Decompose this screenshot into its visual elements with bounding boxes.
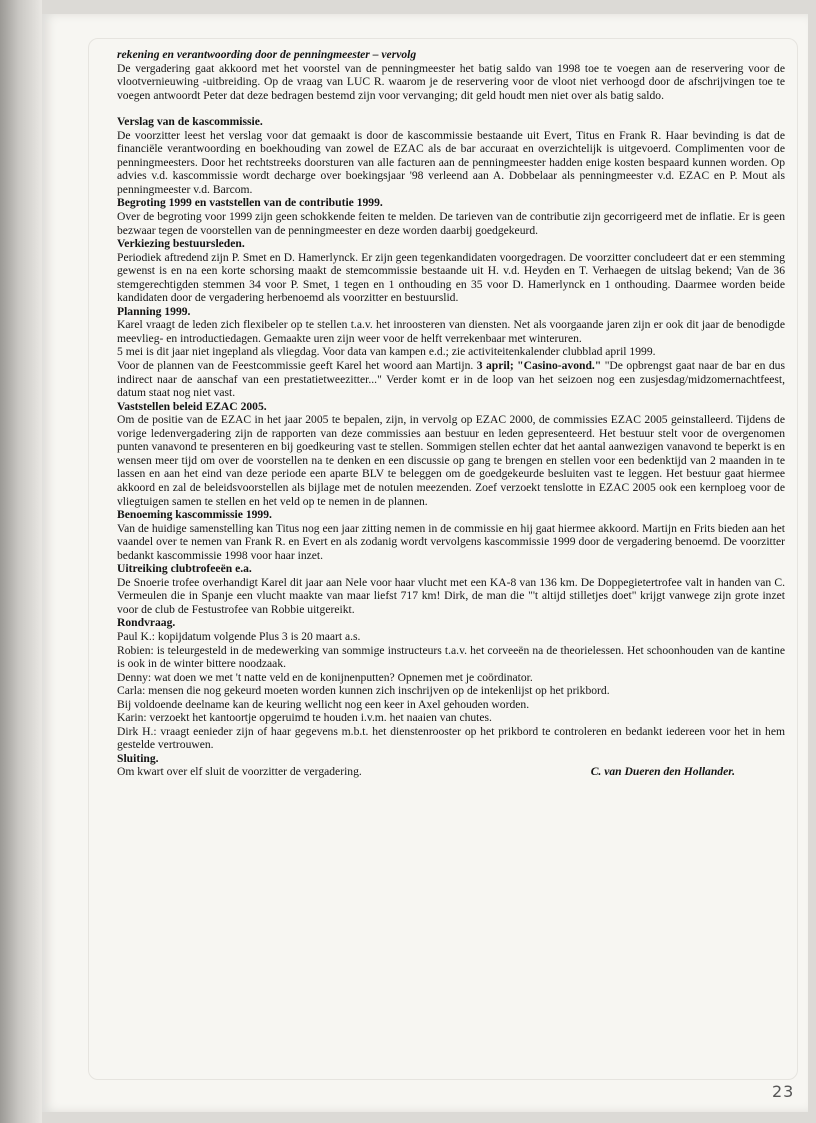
section-body: Over de begroting voor 1999 zijn geen schokkende feiten te melden. De tarieven van de contributie zijn gecorrigeerd met de inflatie. Er is geen bezwaar tegen de voorstellen van de penningmeester en deze worden daarbij goedgekeurd.	[117, 210, 785, 237]
section-heading: Planning 1999.	[117, 304, 191, 318]
section-heading: Verkiezing bestuursleden.	[117, 237, 245, 251]
section-body: Om kwart over elf sluit de voorzitter de vergadering.	[117, 765, 362, 779]
rondvraag-line: Karin: verzoekt het kantoortje opgeruimd te houden i.v.m. het naaien van chutes.	[117, 711, 492, 725]
section-body: Periodiek aftredend zijn P. Smet en D. Hamerlynck. Er zijn geen tegenkandidaten voorgedragen. De voorzitter concludeert dat er een stemming gewenst is en na een korte schorsing maakt de stemcommissie bestaande uit H. v.d. Heyden en T. Verhaegen de uitslag bekend; Van de 36 stemgerechtigden stemmen 34 voor P. Smet, 1 tegen en 1 onthouding en 35 voor D. Hamerlynck en 1 onthouding. Daarmee worden beide kandidaten door de vergadering herbenoemd als voorzitter en bestuurslid.	[117, 250, 785, 305]
rondvraag-line: Paul K.: kopijdatum volgende Plus 3 is 20 maart a.s.	[117, 629, 361, 643]
rondvraag-line: Robien: is teleurgesteld in de medewerking van sommige instructeurs t.a.v. het corveeën na de theorielessen. Het schoonhouden van de kantine is ook in de winter bittere noodzaak.	[117, 643, 785, 671]
closing-row	[117, 765, 785, 779]
text-run: Voor de plannen van de Feestcommissie geeft Karel het woord aan Martijn.	[117, 359, 474, 373]
section-body: Van de huidige samenstelling kan Titus nog een jaar zitting nemen in de commissie en hij gaat hiermee akkoord. Martijn en Frits bieden aan het vaandel over te nemen van Frank R. en Evert en als zodanig wordt vervolgens kascommissie 1999 door de vergadering benoemd. De voorzitter bedankt kascommissie 1998 voor haar inzet.	[117, 521, 785, 562]
event-name: 3 april; "Casino-avond."	[476, 359, 602, 373]
text-run: "De opbrengst gaat naar de bar en dus indirect naar de aanschaf van een prestatietweezitter..." Verder komt er in de loop van het seizoen nog een zusjesdag/midzomernachtfeest, datum staat nog niet vast.	[117, 359, 785, 400]
section-heading: rekening en verantwoording door de penningmeester – vervolg	[117, 48, 417, 61]
page-number: 23	[772, 1082, 795, 1101]
rondvraag-line: Denny: wat doen we met 't natte veld en de konijnenputten? Opnemen met je coördinator.	[117, 670, 533, 684]
minutes-text	[117, 48, 785, 779]
rondvraag-line: Dirk H.: vraagt eenieder zijn of haar gegevens m.b.t. het dienstenrooster op het prikbord te controleren en bedankt iedereen voor het in hem gestelde vertrouwen.	[117, 724, 785, 752]
section-heading: Vaststellen beleid EZAC 2005.	[117, 399, 267, 413]
section-heading: Sluiting.	[117, 751, 159, 765]
section-heading: Uitreiking clubtrofeeën e.a.	[117, 562, 252, 576]
binding-fold	[0, 0, 42, 1123]
section-heading: Verslag van de kascommissie.	[117, 115, 263, 129]
section-body: De voorzitter leest het verslag voor dat gemaakt is door de kascommissie bestaande uit Evert, Titus en Frank R. Haar bevinding is dat de financiële verantwoording en boekhouding van zowel de EZAC als de bar accuraat en overzichtelijk is uitgevoerd. Complimenten voor de penningmeesters. Door het rechtstreeks doorsturen van alle facturen aan de penningmeester hadden enige kosten bespaard kunnen worden. Op advies v.d. kascommissie wordt decharge over boekingsjaar '98 verleend aan A. Dobbelaar als penningmeester v.d. EZAC en P. Mout als penningmeester v.d. Barcom.	[117, 128, 785, 196]
signature: C. van Dueren den Hollander.	[590, 765, 735, 779]
section-body: De Snoerie trofee overhandigt Karel dit jaar aan Nele voor haar vlucht met een KA-8 van 136 km. De Doppegietertrofee valt in handen van C. Vermeulen die in Spanje een vlucht maakte van maar liefst 717 km! Dirk, de man die "'t altijd stilletjes doet" krijgt vanwege zijn grote inzet voor de club de Festustrofee van Robbie uitgereikt.	[117, 575, 785, 616]
rondvraag-line: Bij voldoende deelname kan de keuring wellicht nog een keer in Axel gehouden worden.	[117, 697, 530, 711]
section-body: 5 mei is dit jaar niet ingepland als vliegdag. Voor data van kampen e.d.; zie activiteitenkalender clubblad april 1999.	[117, 345, 656, 359]
section-body: Om de positie van de EZAC in het jaar 2005 te bepalen, zijn, in vervolg op EZAC 2000, de commissies EZAC 2005 geinstalleerd. Tijdens de vorige ledenvergadering zijn de rapporten van deze commissies aan bestuur en leden gepresenteerd. Het bestuur stelt voor de overgenomen punten vanavond te presenteren en bij goedkeuring vast te stellen. Sommigen stellen echter dat het aantal aanwezigen vanavond te beperkt is en wensen meer tijd om over de voorstellen na te denken en een discussie op gang te brengen en stellen voor een bedenktijd van 2 maanden in te lassen en aan het eind van deze periode een aparte BLV te beleggen om de goedgekeurde besluiten vast te leggen. Het bestuur gaat hiermee akkoord en zal de beleidsvoorstellen als bijlage met de notulen meezenden. Zoef verzoekt tenslotte in EZAC 2005 ook een kernploeg voor de vliegtuigen samen te stellen en het veld op te nemen in de plannen.	[117, 413, 785, 508]
section-body: De vergadering gaat akkoord met het voorstel van de penningmeester het batig saldo van 1998 toe te voegen aan de reservering voor de vlootvernieuwing -uitbreiding. Op de vraag van LUC R. waarom je de reservering voor de vloot niet verhoogd door de afschrijvingen toe te voegen antwoordt Peter dat deze bedragen bestemd zijn voor vervanging; dit geld houdt men niet over als batig saldo.	[117, 61, 785, 102]
section-heading: Benoeming kascommissie 1999.	[117, 508, 272, 522]
section-body	[117, 359, 785, 400]
section-heading: Rondvraag.	[117, 616, 176, 630]
section-body: Karel vraagt de leden zich flexibeler op te stellen t.a.v. het inroosteren van diensten. Net als voorgaande jaren zijn er ook dit jaar de benodigde meevlieg- en introductiedagen. Gemaakte uren zijn weer voor de helft verrekenbaar met winteruren.	[117, 318, 785, 345]
section-heading: Begroting 1999 en vaststellen van de contributie 1999.	[117, 196, 383, 210]
rondvraag-line: Carla: mensen die nog gekeurd moeten worden kunnen zich inschrijven op de intekenlijst op het prikbord.	[117, 684, 610, 698]
